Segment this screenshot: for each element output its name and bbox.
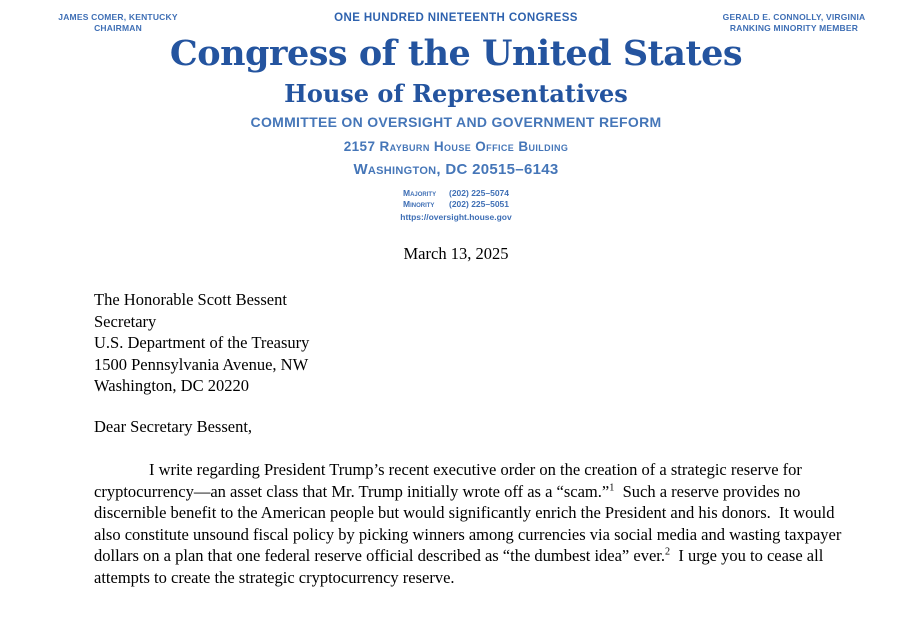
committee-name: COMMITTEE ON OVERSIGHT AND GOVERNMENT REFORM (250, 114, 662, 130)
majority-phone: (202) 225–5074 (448, 188, 510, 198)
minority-phone-row (403, 199, 509, 210)
minority-phone: (202) 225–5051 (448, 198, 510, 209)
minority-label: Minority (402, 198, 435, 209)
recipient-title: Secretary (94, 311, 157, 331)
ranking-member-block (684, 12, 904, 33)
letterhead-title: Congress of the United States (169, 33, 743, 74)
city-address: Washington, DC 20515–6143 (353, 161, 559, 178)
footnote-ref-2: 2 (665, 546, 671, 558)
recipient-org: U.S. Department of the Treasury (94, 333, 310, 352)
body-segment-2: Such a reserve provides no discernible benefit to the American people but would significantly enrich the President and his donors. It would also constitute unsound fiscal policy by picking winners among currencies via social media and wasting taxpayer dollars on a plan that one federal reserve official described as “the dumbest idea” ever. (94, 481, 846, 566)
salutation: Dear Secretary Bessent, (94, 417, 253, 436)
phone-block (0, 188, 912, 212)
letterhead-subtitle: House of Representatives (284, 79, 628, 108)
ranking-member-title: RANKING MINORITY MEMBER (729, 22, 859, 33)
recipient-name: The Honorable Scott Bessent (94, 290, 287, 309)
recipient-city: Washington, DC 20220 (94, 376, 249, 395)
chairman-name: JAMES COMER, KENTUCKY (58, 12, 178, 22)
body-segment-1: I write regarding President Trump’s recent executive order on the creation of a strategic reserve for cryptocurrency—an asset class that Mr. Trump initially wrote off as a “scam.” (94, 460, 807, 501)
body-segment-3: I urge you to cease all attempts to create the strategic cryptocurrency reserve. (94, 546, 828, 587)
letter-body-paragraph (94, 459, 862, 589)
website-url: https://oversight.house.gov (400, 212, 512, 222)
majority-label: Majority (402, 188, 437, 198)
chairman-title: CHAIRMAN (94, 22, 142, 33)
recipient-address (94, 289, 309, 397)
footnote-ref-1: 1 (609, 482, 615, 494)
recipient-street: 1500 Pennsylvania Avenue, NW (94, 354, 309, 374)
phone-list (403, 188, 509, 209)
ranking-member-name: GERALD E. CONNOLLY, VIRGINIA (722, 12, 866, 22)
building-address: 2157 Rayburn House Office Building (343, 139, 569, 154)
majority-phone-row (403, 188, 509, 199)
congress-session: ONE HUNDRED NINETEENTH CONGRESS (334, 12, 578, 24)
letter-date: March 13, 2025 (403, 244, 509, 263)
